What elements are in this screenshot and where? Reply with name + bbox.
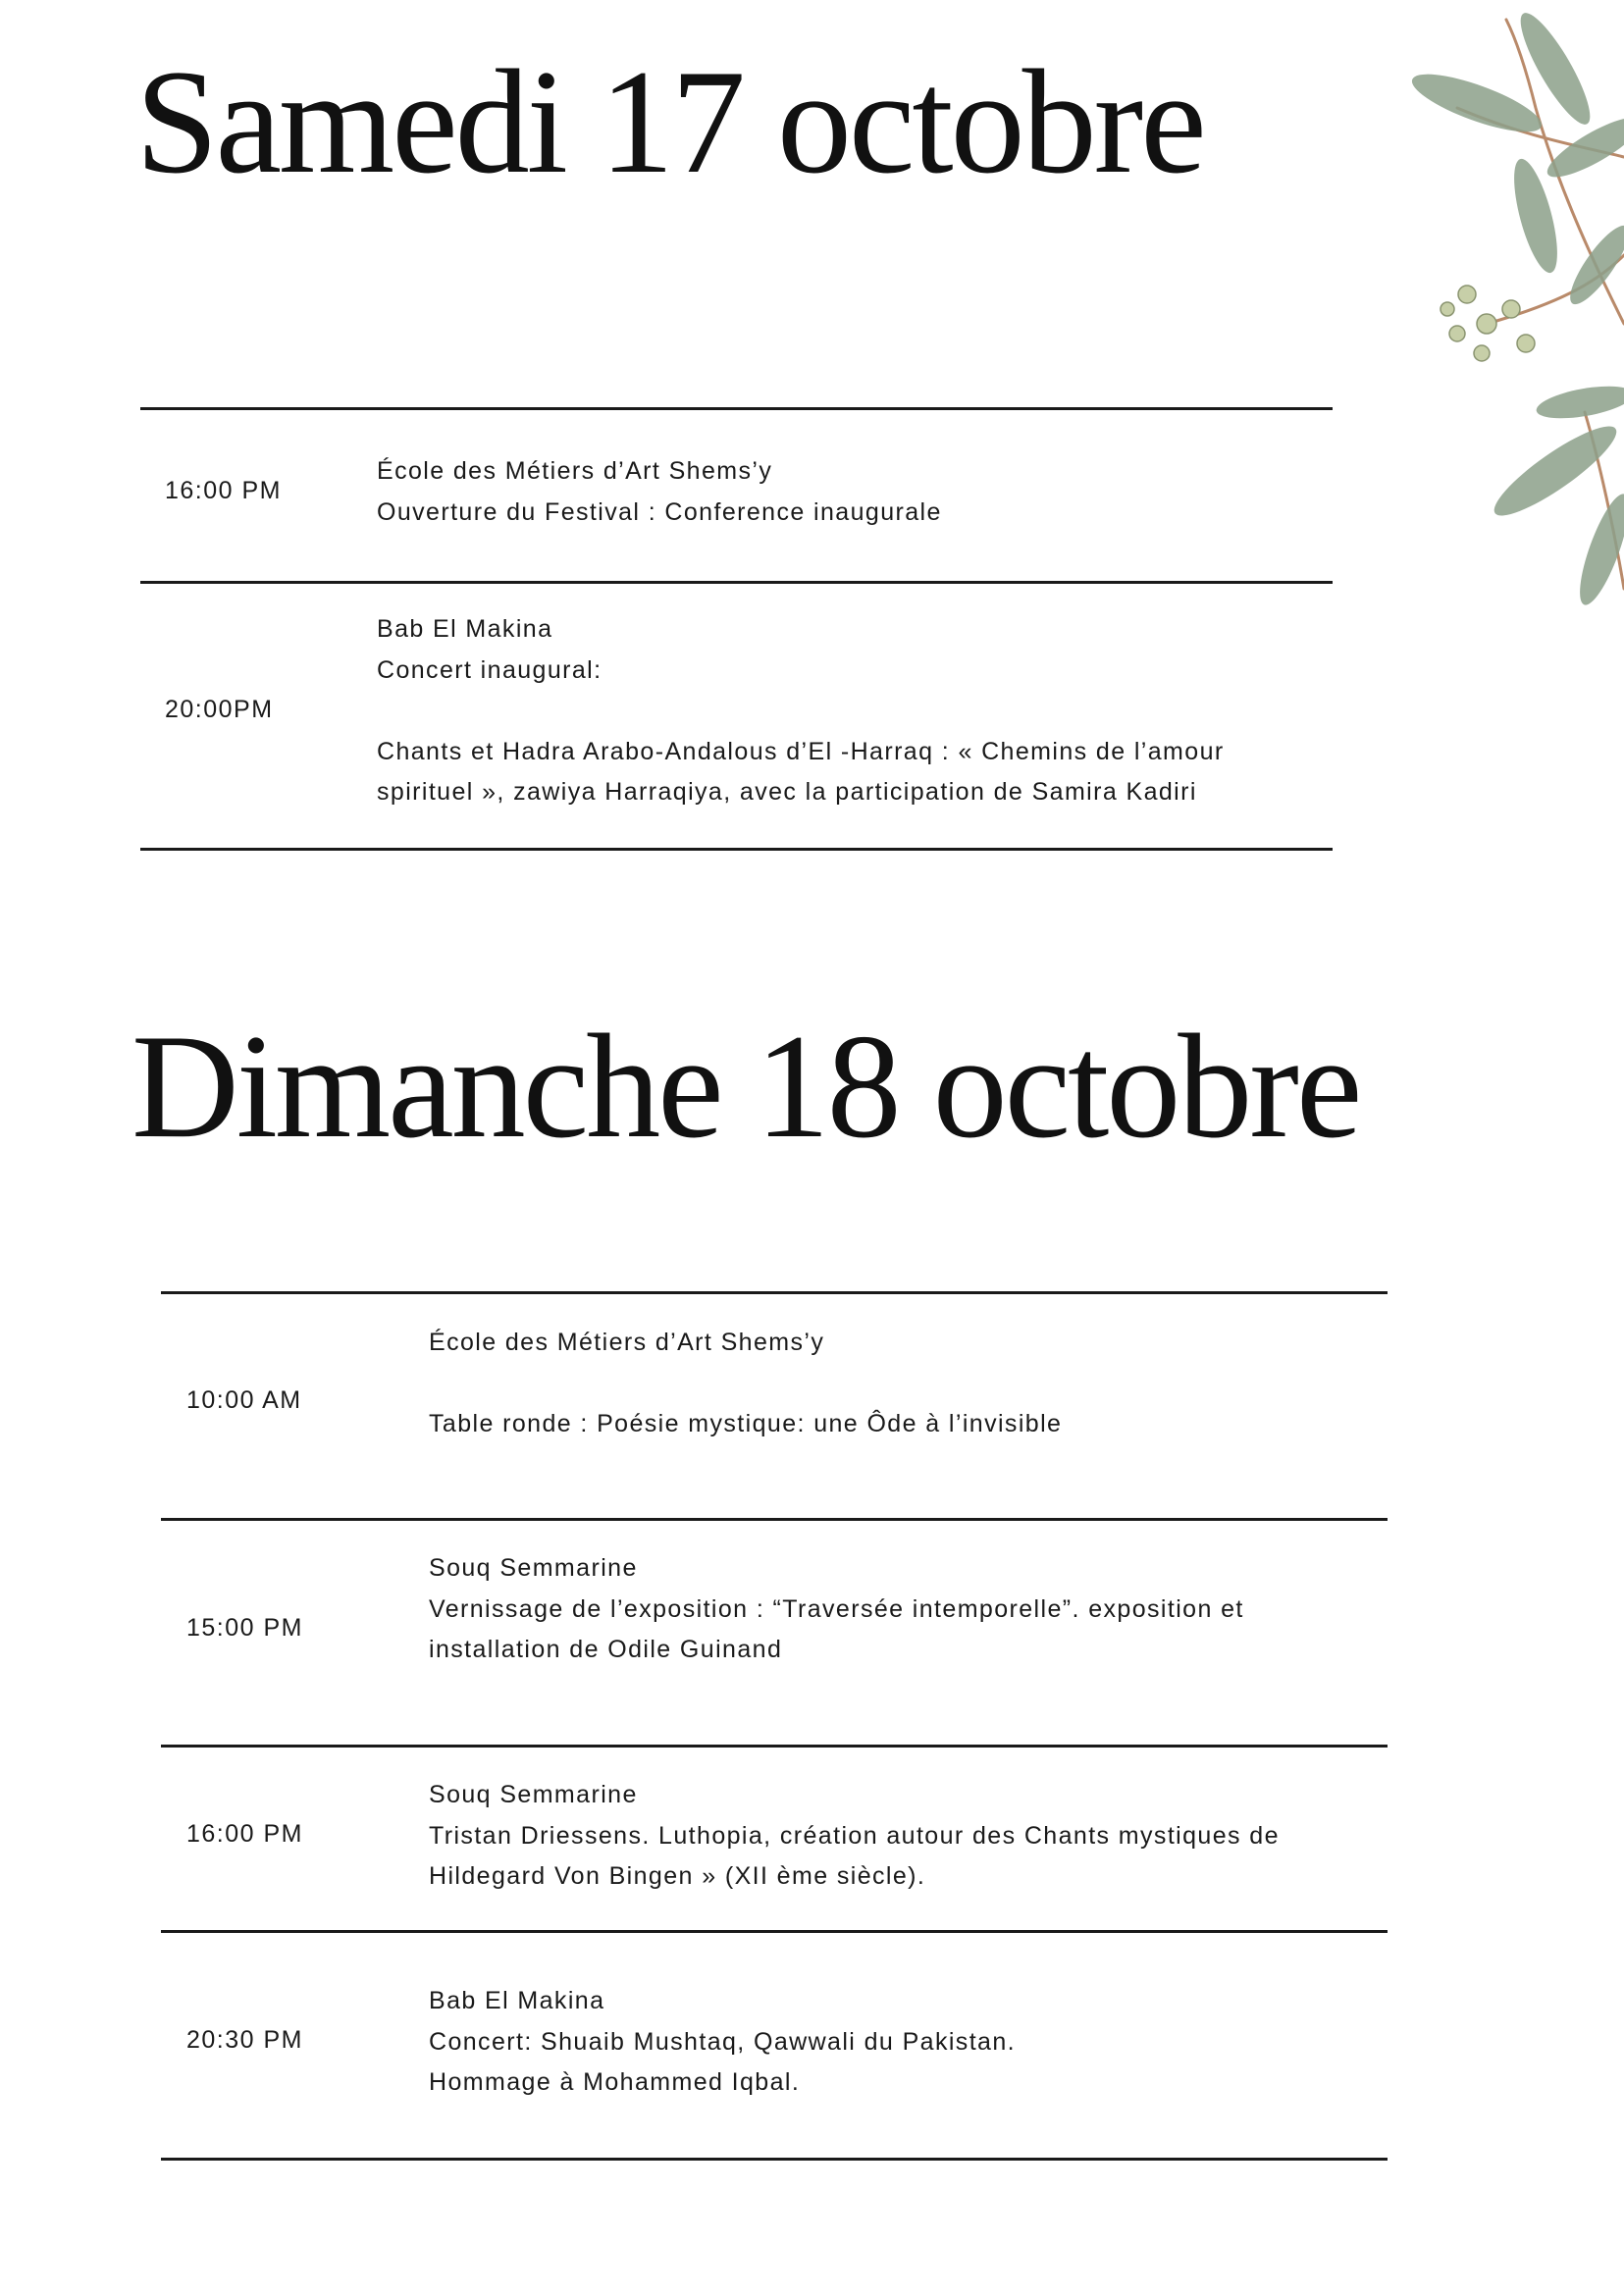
event-details bbox=[429, 1548, 1244, 1671]
event-line: Vernissage de l’exposition : “Traversée intemporelle”. exposition et bbox=[429, 1594, 1244, 1623]
event-line: Hommage à Mohammed Iqbal. bbox=[429, 2068, 801, 2096]
event-line: École des Métiers d’Art Shems’y bbox=[429, 1329, 825, 1356]
event-line: Souq Semmarine bbox=[429, 1554, 638, 1582]
event-line: Hildegard Von Bingen » (XII ème siècle). bbox=[429, 1862, 926, 1890]
divider bbox=[140, 581, 1333, 584]
event-line: École des Métiers d’Art Shems’y bbox=[377, 457, 773, 485]
divider bbox=[140, 848, 1333, 851]
event-line: Concert: Shuaib Mushtaq, Qawwali du Pakistan. bbox=[429, 2027, 1016, 2056]
event-line: installation de Odile Guinand bbox=[429, 1636, 783, 1663]
divider bbox=[161, 2158, 1388, 2161]
event-time: 20:00PM bbox=[165, 696, 274, 723]
event-details bbox=[429, 1323, 1062, 1445]
divider bbox=[161, 1518, 1388, 1521]
event-details bbox=[429, 1775, 1280, 1898]
event-line: Ouverture du Festival : Conference inaugurale bbox=[377, 497, 942, 526]
event-details bbox=[377, 609, 1225, 813]
event-time: 15:00 PM bbox=[186, 1614, 304, 1642]
event-line: Concert inaugural: bbox=[377, 655, 602, 684]
event-line: Bab El Makina bbox=[377, 615, 553, 643]
divider bbox=[161, 1291, 1388, 1294]
eucalyptus-leaves-icon bbox=[1388, 0, 1624, 667]
event-line: Souq Semmarine bbox=[429, 1781, 638, 1808]
event-details bbox=[429, 1981, 1016, 2104]
event-details bbox=[377, 451, 942, 533]
divider bbox=[161, 1930, 1388, 1933]
divider bbox=[140, 407, 1333, 410]
event-time: 16:00 PM bbox=[186, 1820, 304, 1848]
event-line: Bab El Makina bbox=[429, 1987, 605, 2014]
event-line bbox=[429, 1364, 1062, 1405]
event-line: Tristan Driessens. Luthopia, création autour des Chants mystiques de bbox=[429, 1821, 1280, 1850]
divider bbox=[161, 1745, 1388, 1748]
day-title: Samedi 17 octobre bbox=[135, 39, 1204, 204]
event-line: Chants et Hadra Arabo-Andalous d’El -Harraq : « Chemins de l’amour bbox=[377, 737, 1225, 765]
event-time: 16:00 PM bbox=[165, 477, 283, 504]
event-line: spirituel », zawiya Harraqiya, avec la participation de Samira Kadiri bbox=[377, 778, 1197, 806]
event-time: 10:00 AM bbox=[186, 1386, 302, 1414]
event-time: 20:30 PM bbox=[186, 2026, 304, 2054]
day-title: Dimanche 18 octobre bbox=[131, 1004, 1360, 1169]
event-line bbox=[377, 691, 1225, 732]
event-line: Table ronde : Poésie mystique: une Ôde à l’invisible bbox=[429, 1410, 1063, 1437]
